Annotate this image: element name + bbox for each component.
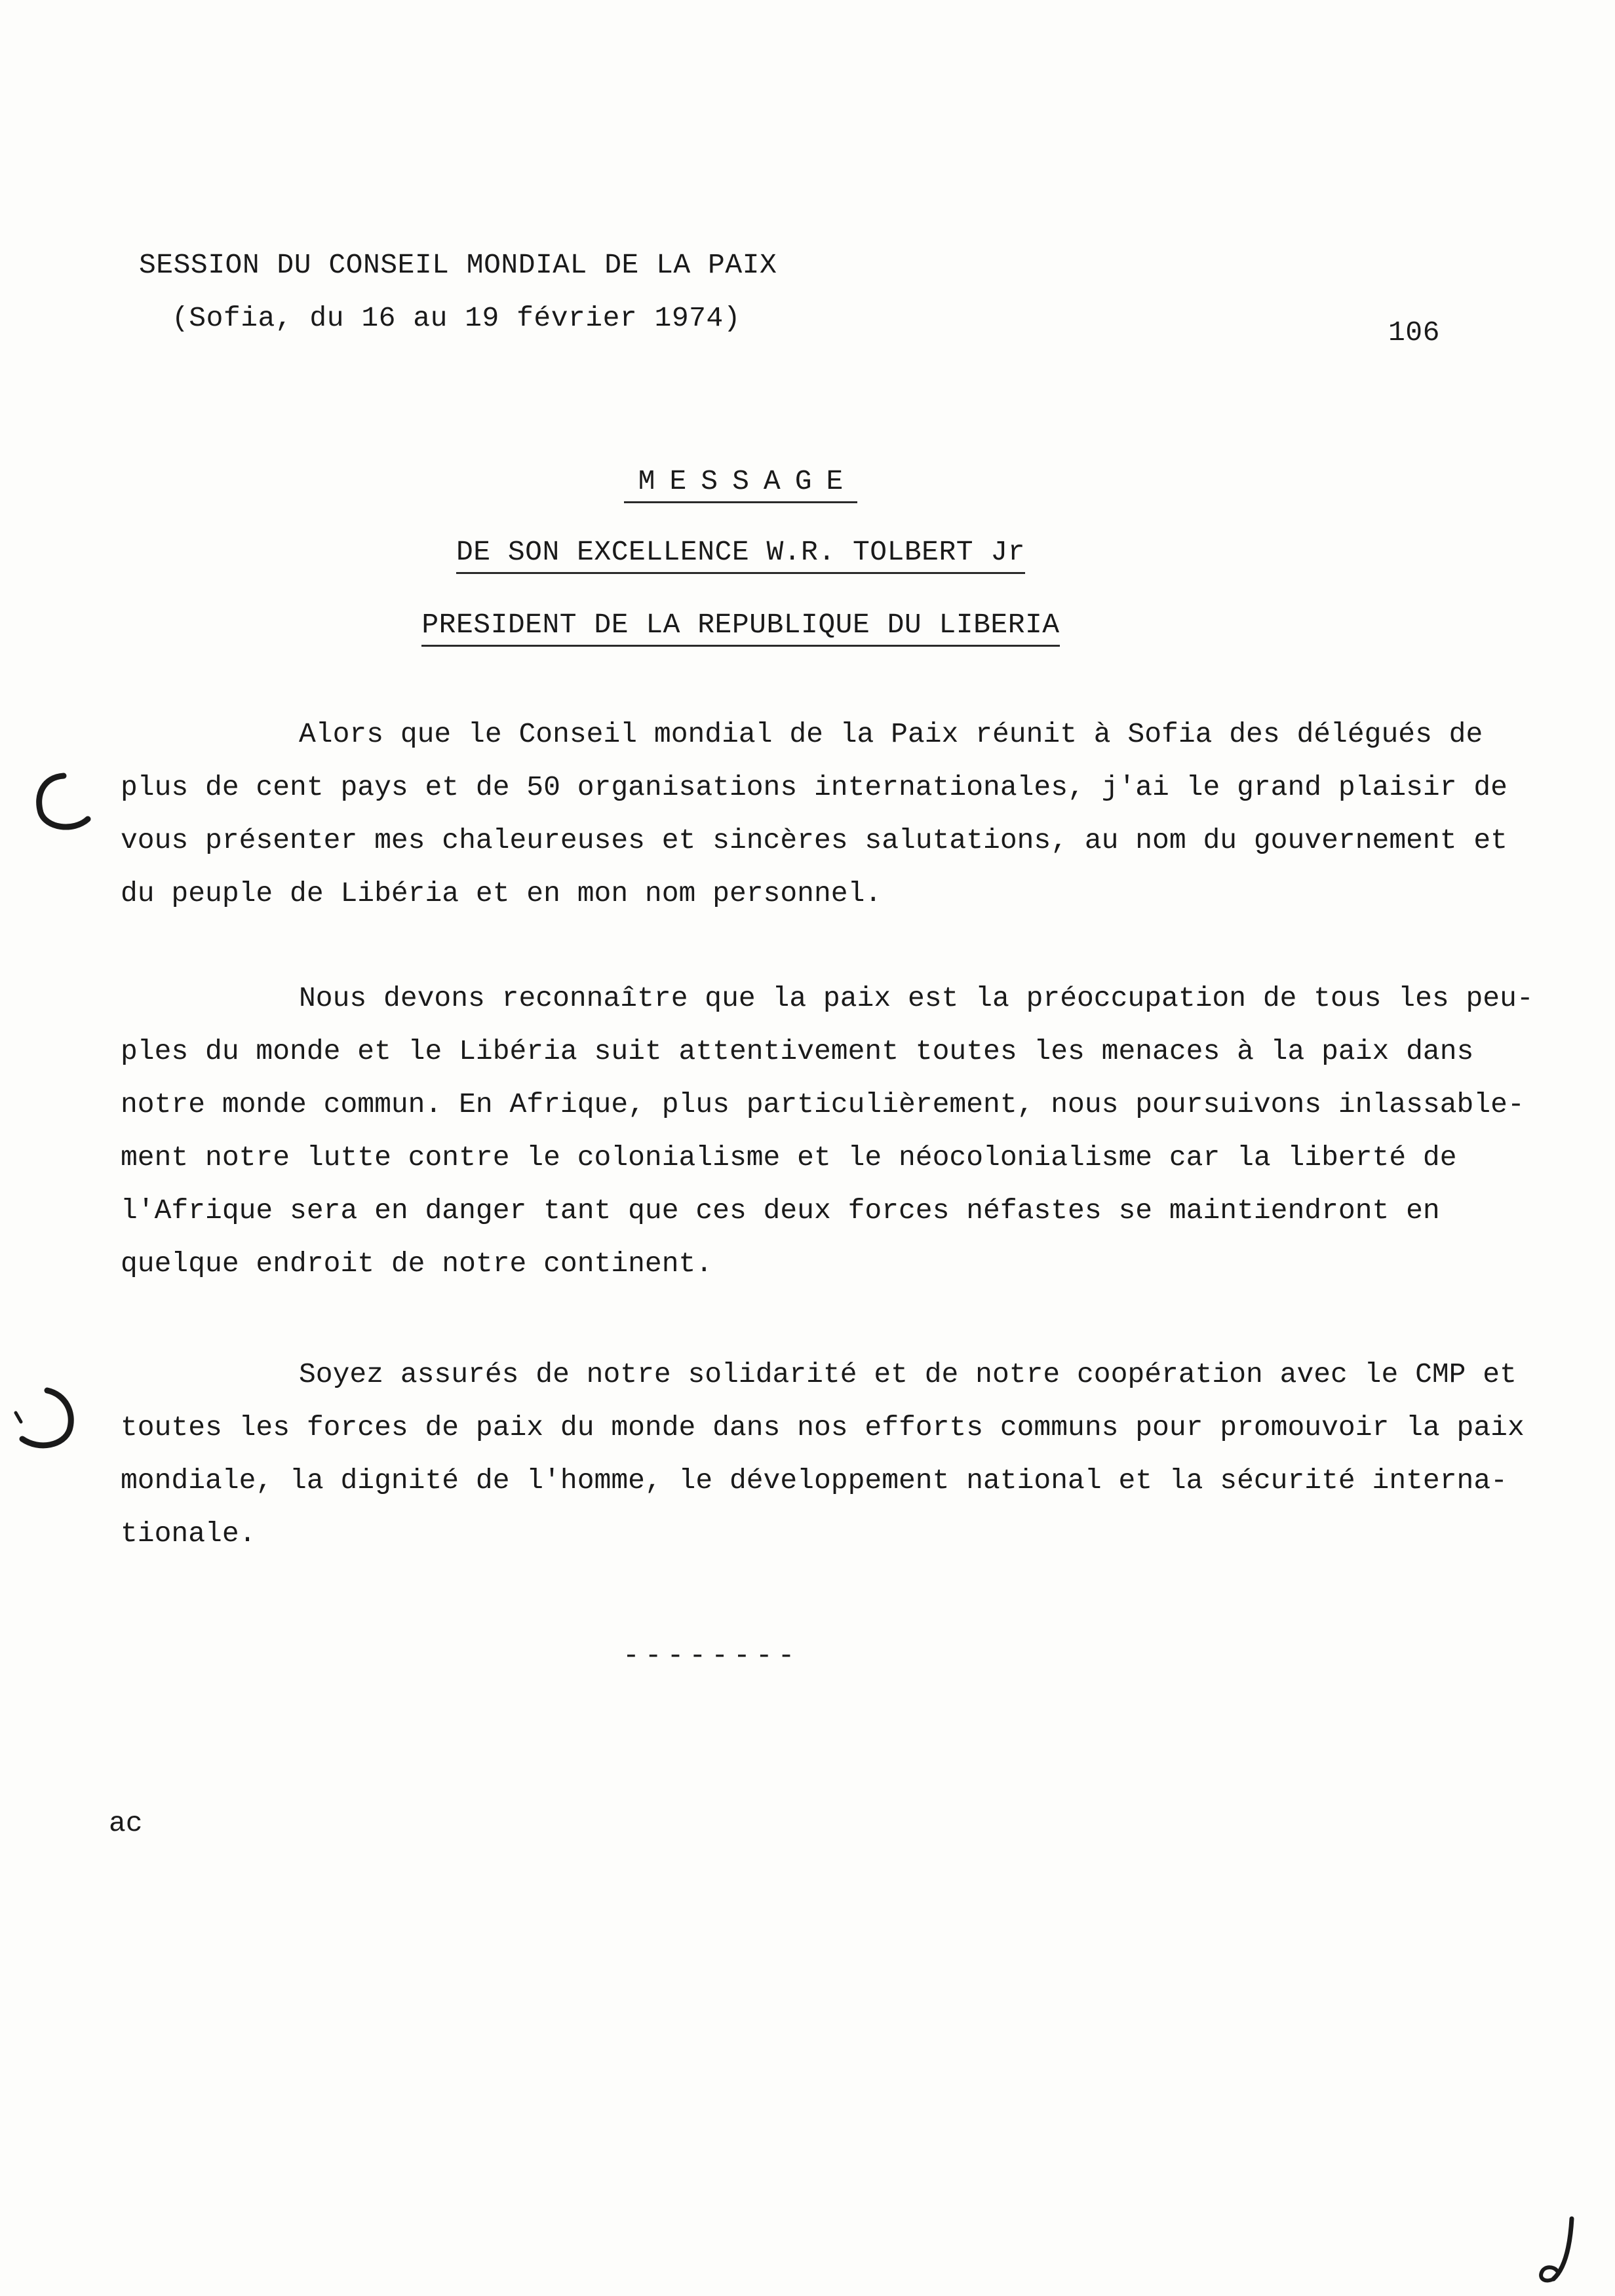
- paragraph-2: [121, 972, 1534, 1290]
- title-president: [0, 609, 1481, 647]
- paragraph-line: quelque endroit de notre continent.: [121, 1248, 713, 1280]
- paragraph-3: [121, 1348, 1525, 1560]
- title-excellence-text: DE SON EXCELLENCE W.R. TOLBERT Jr: [456, 536, 1025, 574]
- paragraph-line: Nous devons reconnaître que la paix est la préoccupation de tous les peu-: [299, 982, 1534, 1014]
- paragraph-line: vous présenter mes chaleureuses et sincères salutations, au nom du gouvernement et: [121, 824, 1508, 856]
- paragraph-line: ples du monde et le Libéria suit attentivement toutes les menaces à la paix dans: [121, 1035, 1474, 1067]
- punch-hole-mark-icon: [28, 768, 100, 840]
- paragraph-line: notre monde commun. En Afrique, plus particulièrement, nous poursuivons inlassable-: [121, 1088, 1525, 1120]
- paragraph-line: tionale.: [121, 1518, 256, 1550]
- paragraph-line: Alors que le Conseil mondial de la Paix réunit à Sofia des délégués de: [299, 718, 1483, 750]
- title-message: [0, 465, 1481, 503]
- separator-dashes: --------: [623, 1639, 800, 1672]
- paragraph-line: plus de cent pays et de 50 organisations internationales, j'ai le grand plaisir de: [121, 771, 1508, 803]
- paragraph-line: Soyez assurés de notre solidarité et de notre coopération avec le CMP et: [299, 1358, 1517, 1390]
- paragraph-line: toutes les forces de paix du monde dans nos efforts communs pour promouvoir la paix: [121, 1411, 1525, 1444]
- handwritten-margin-mark-icon: [1534, 2215, 1586, 2287]
- punch-hole-mark-icon: [7, 1384, 85, 1456]
- title-message-text: MESSAGE: [624, 465, 858, 503]
- session-place-date: (Sofia, du 16 au 19 février 1974): [172, 302, 741, 334]
- typist-initials: ac: [109, 1807, 143, 1839]
- session-heading: SESSION DU CONSEIL MONDIAL DE LA PAIX: [139, 249, 777, 281]
- paragraph-1: [121, 708, 1508, 920]
- paragraph-line: du peuple de Libéria et en mon nom personnel.: [121, 877, 882, 909]
- paragraph-line: ment notre lutte contre le colonialisme et le néocolonialisme car la liberté de: [121, 1141, 1457, 1174]
- paragraph-line: mondiale, la dignité de l'homme, le développement national et la sécurité interna-: [121, 1464, 1508, 1497]
- title-excellence: [0, 536, 1481, 574]
- title-president-text: PRESIDENT DE LA REPUBLIQUE DU LIBERIA: [421, 609, 1059, 647]
- page-number: 106: [1388, 316, 1440, 349]
- paragraph-line: l'Afrique sera en danger tant que ces deux forces néfastes se maintiendront en: [121, 1195, 1440, 1227]
